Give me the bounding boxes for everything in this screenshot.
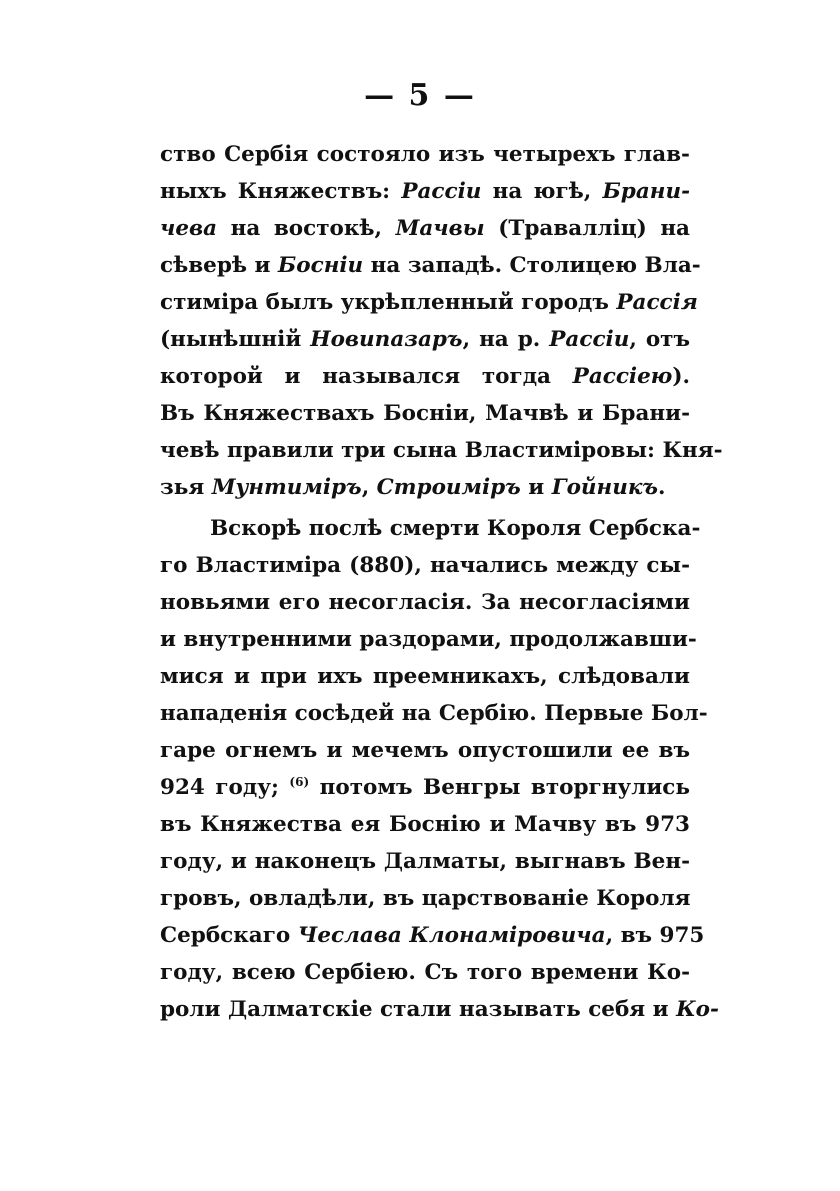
text-segment: (Травалліц) на: [484, 216, 690, 241]
italic-name: Рассіи: [549, 327, 630, 352]
text-line: [160, 395, 690, 432]
text-line: [160, 432, 723, 469]
text-segment: и: [520, 475, 552, 500]
text-line: [160, 321, 690, 358]
text-line: [160, 880, 690, 917]
italic-name: Рассіею: [572, 364, 673, 389]
italic-name: Ко-: [676, 997, 719, 1022]
text-segment: ).: [672, 364, 690, 389]
text-line: [160, 843, 690, 880]
text-segment: которой и назывался тогда: [160, 364, 573, 389]
text-segment: ныхъ Княжествъ:: [160, 179, 402, 204]
text-segment: и внутренними раздорами, продолжавши-: [160, 627, 697, 652]
text-segment: 924 году;: [160, 775, 290, 800]
body-text: [160, 136, 723, 1028]
italic-name: Рассія: [616, 290, 698, 315]
text-segment: на западѣ. Столицею Вла-: [363, 253, 701, 278]
text-line: [160, 547, 690, 584]
text-segment: нападенія сосѣдей на Сербію. Первые Бол-: [160, 701, 708, 726]
italic-name: чева: [160, 216, 218, 241]
text-segment: году, и наконецъ Далматы, выгнавъ Вен-: [160, 849, 690, 874]
text-line: [160, 991, 719, 1028]
text-segment: потомъ Венгры вторгнулись: [309, 775, 690, 800]
text-line: [160, 954, 690, 991]
text-segment: стиміра былъ укрѣпленный городъ: [160, 290, 617, 315]
italic-name: Босніи: [277, 253, 364, 278]
text-segment: .: [658, 475, 666, 500]
text-line: [160, 769, 690, 806]
text-segment: , на р.: [462, 327, 550, 352]
text-line: [160, 469, 690, 506]
text-line: [160, 658, 690, 695]
text-line: [160, 284, 698, 321]
text-segment: Въ Княжествахъ Босніи, Мачвѣ и Брани-: [160, 401, 690, 426]
text-line: [160, 136, 690, 173]
text-segment: на югѣ,: [481, 179, 603, 204]
italic-name: Рассіи: [401, 179, 482, 204]
text-line: [160, 917, 705, 954]
text-line: [160, 510, 701, 547]
text-segment: , отъ: [629, 327, 690, 352]
text-line: [160, 247, 701, 284]
italic-name: Мунтиміръ: [211, 475, 362, 500]
text-segment: году, всею Сербіею. Съ того времени Ко-: [160, 960, 690, 985]
text-line: [160, 584, 690, 621]
text-line: [160, 358, 690, 395]
text-line: [160, 210, 690, 247]
text-segment: го Властиміра (880), начались между сы-: [160, 553, 690, 578]
text-line: [160, 621, 697, 658]
text-segment: ,: [361, 475, 377, 500]
text-segment: гровъ, овладѣли, въ царствованіе Короля: [160, 886, 691, 911]
text-line: [160, 732, 690, 769]
footnote-marker: (6): [289, 774, 310, 789]
italic-name: Строиміръ: [376, 475, 521, 500]
text-segment: въ Княжества ея Боснію и Мачву въ 973: [160, 812, 690, 837]
italic-name: Чеслава Клонаміровича: [297, 923, 606, 948]
text-segment: Вскорѣ послѣ смерти Короля Сербска-: [210, 516, 701, 541]
text-segment: роли Далматскіе стали называть себя и: [160, 997, 677, 1022]
text-segment: , въ 975: [605, 923, 705, 948]
text-segment: (нынѣшній: [160, 327, 311, 352]
text-line: [160, 173, 690, 210]
text-segment: гаре огнемъ и мечемъ опустошили ее въ: [160, 738, 690, 763]
text-segment: Сербскаго: [160, 923, 298, 948]
text-segment: новьями его несогласія. За несогласіями: [160, 590, 690, 615]
page-number: — 5 —: [364, 78, 476, 113]
text-segment: чевѣ правили три сына Властиміровы: Кня-: [160, 438, 723, 463]
italic-name: Брани-: [602, 179, 691, 204]
italic-name: Новипазаръ: [310, 327, 463, 352]
text-segment: мися и при ихъ преемникахъ, слѣдовали: [160, 664, 690, 689]
italic-name: Мачвы: [395, 216, 485, 241]
text-segment: на востокѣ,: [217, 216, 396, 241]
text-line: [160, 695, 708, 732]
italic-name: Гойникъ: [551, 475, 659, 500]
text-segment: ство Сербія состояло изъ четырехъ глав-: [160, 142, 690, 167]
text-line: [160, 806, 690, 843]
text-segment: сѣверѣ и: [160, 253, 278, 278]
text-segment: зья: [160, 475, 212, 500]
